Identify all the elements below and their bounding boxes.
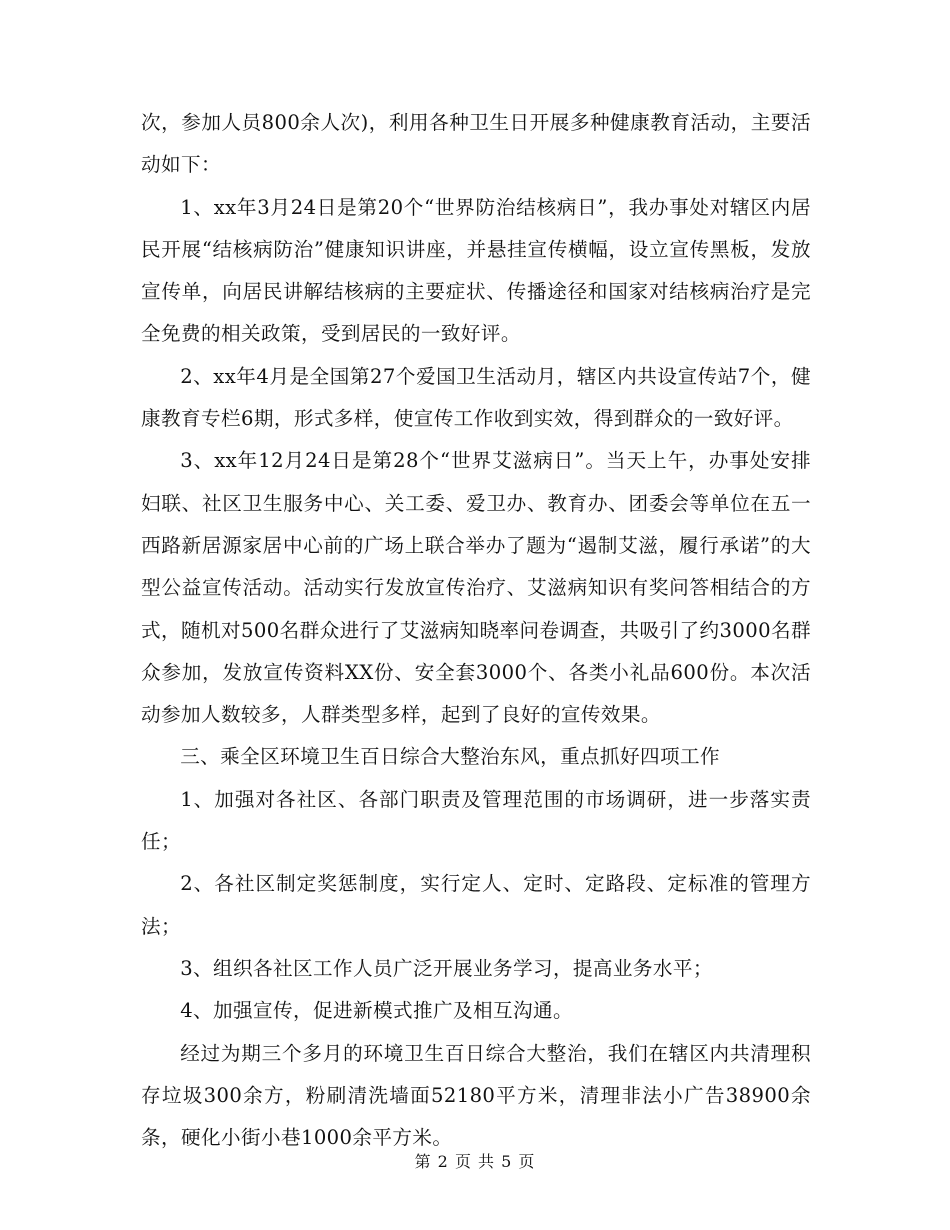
paragraph-tb-day: 1、xx年3月24日是第20个“世界防治结核病日”，我办事处对辖区内居民开展“结核病防治”健康知识讲座，并悬挂宣传横幅，设立宣传黑板，发放宣传单，向居民讲解结核病的主要症状、传播途径和国家对结核病治疗是完全免费的相关政策，受到居民的一致好评。 (141, 195, 811, 346)
paragraph-item-4: 4、加强宣传，促进新模式推广及相互沟通。 (180, 999, 573, 1023)
page-footer (0, 1150, 950, 1174)
paragraph-continuation: 次，参加人员800余人次)，利用各种卫生日开展多种健康教育活动，主要活动如下： (141, 111, 811, 177)
paragraph-aids-day: 3、xx年12月24日是第28个“世界艾滋病日”。当天上午，办事处安排妇联、社区卫生服务中心、关工委、爱卫办、教育办、团委会等单位在五一西路新居源家居中心前的广场上联合举办了题为“遏制艾滋，履行承诺”的大型公益宣传活动。活动实行发放宣传治疗、艾滋病知识有奖问答相结合的方式，随机对500名群众进行了艾滋病知晓率问卷调查，共吸引了约3000名群众参加，发放宣传资料XX份、安全套3000个、各类小礼品600份。本次活动参加人数较多，人群类型多样，起到了良好的宣传效果。 (141, 449, 811, 727)
paragraph-item-1: 1、加强对各社区、各部门职责及管理范围的市场调研，进一步落实责任； (141, 787, 811, 854)
paragraph-summary: 经过为期三个多月的环境卫生百日综合大整治，我们在辖区内共清理积存垃圾300余方，粉刷清洗墙面52180平方米，清理非法小广告38900余条，硬化小街小巷1000余平方米。 (141, 1041, 811, 1150)
paragraph-item-2: 2、各社区制定奖惩制度，实行定人、定时、定路段、定标准的管理方法； (141, 872, 811, 938)
page-number-label: 第 2 页 共 5 页 (414, 1152, 536, 1171)
paragraph-patriotic-health-month: 2、xx年4月是全国第27个爱国卫生活动月，辖区内共设宣传站7个，健康教育专栏6期，形式多样，使宣传工作收到实效，得到群众的一致好评。 (141, 364, 811, 431)
document-body (141, 102, 811, 1159)
paragraph-item-3: 3、组织各社区工作人员广泛开展业务学习，提高业务水平； (180, 956, 713, 980)
section-heading-three: 三、乘全区环境卫生百日综合大整治东风，重点抓好四项工作 (180, 745, 721, 769)
